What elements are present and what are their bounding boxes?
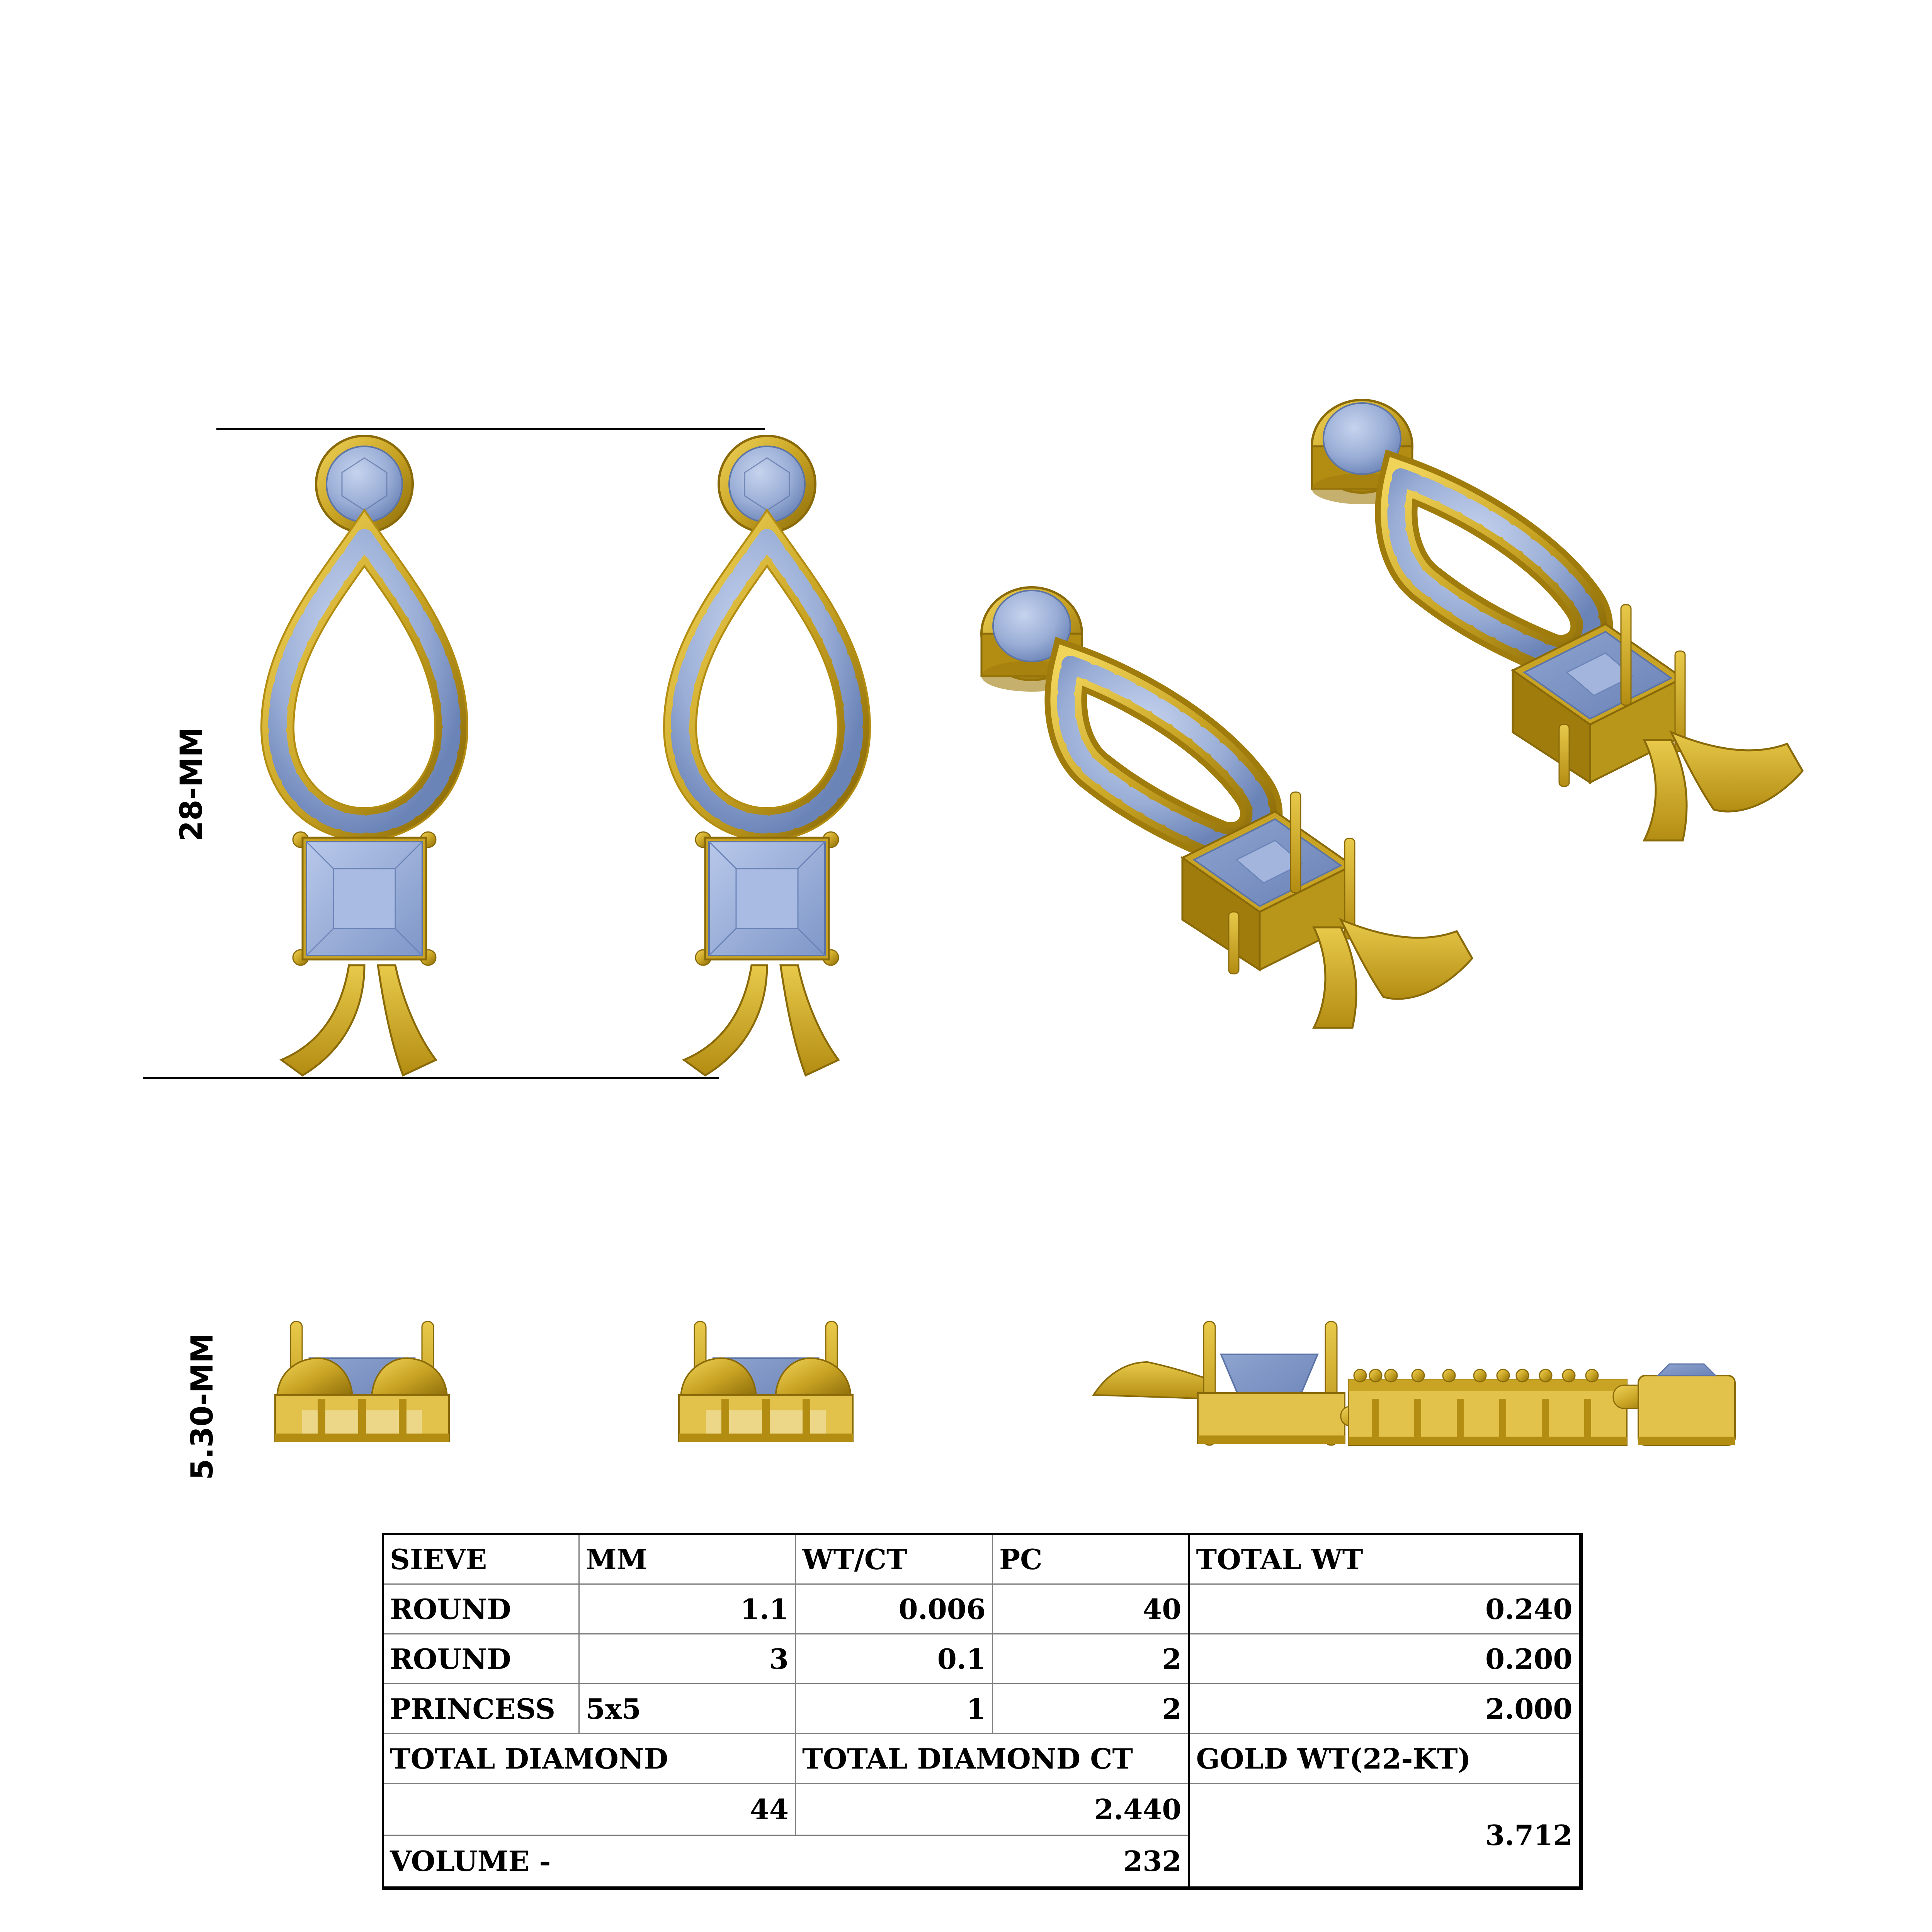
table-row [383,1684,1581,1734]
cell-mm: 3 [579,1634,796,1684]
header-sieve: SIEVE [383,1534,579,1584]
cell-total-wt: 0.240 [1189,1584,1581,1634]
iso-view-earring-right [1312,400,1803,840]
header-pc: PC [993,1534,1189,1584]
volume-label: VOLUME - [383,1835,796,1889]
table-row [383,1634,1581,1684]
front-view-earring-left [277,436,451,1075]
side-view-long [1094,1321,1735,1445]
cell-pc: 2 [993,1634,1189,1684]
cell-mm: 1.1 [579,1584,796,1634]
side-view-left [275,1321,449,1442]
table-row [383,1584,1581,1634]
cell-wt-ct: 1 [796,1684,993,1734]
cell-wt-ct: 0.1 [796,1634,993,1684]
cell-total-wt: 0.200 [1189,1634,1581,1684]
depth-dimension-label: 5.30-MM [185,1333,220,1480]
front-view-earring-right [680,436,854,1075]
cell-sieve: ROUND [383,1634,579,1684]
table-header-row [383,1534,1581,1584]
gold-wt-label: GOLD WT(22-KT) [1189,1734,1581,1784]
diamond-spec-table [382,1533,1583,1890]
gold-wt-value: 3.712 [1189,1784,1581,1889]
cell-sieve: ROUND [383,1584,579,1634]
total-diamond-value: 44 [383,1784,796,1835]
cell-pc: 2 [993,1684,1189,1734]
side-view-middle [679,1321,853,1442]
header-mm: MM [579,1534,796,1584]
volume-value: 232 [796,1835,1189,1889]
header-wt-ct: WT/CT [796,1534,993,1584]
cell-wt-ct: 0.006 [796,1584,993,1634]
cell-mm: 5x5 [579,1684,796,1734]
height-dimension-label: 28-MM [174,727,209,842]
header-total-wt: TOTAL WT [1189,1534,1581,1584]
total-diamond-ct-value: 2.440 [796,1784,1189,1835]
total-diamond-ct-label: TOTAL DIAMOND CT [796,1734,1189,1784]
cell-sieve: PRINCESS [383,1684,579,1734]
totals-label-row [383,1734,1581,1784]
totals-value-row [383,1784,1581,1835]
iso-view-earring-left [981,587,1472,1028]
total-diamond-label: TOTAL DIAMOND [383,1734,796,1784]
cell-pc: 40 [993,1584,1189,1634]
cell-total-wt: 2.000 [1189,1684,1581,1734]
